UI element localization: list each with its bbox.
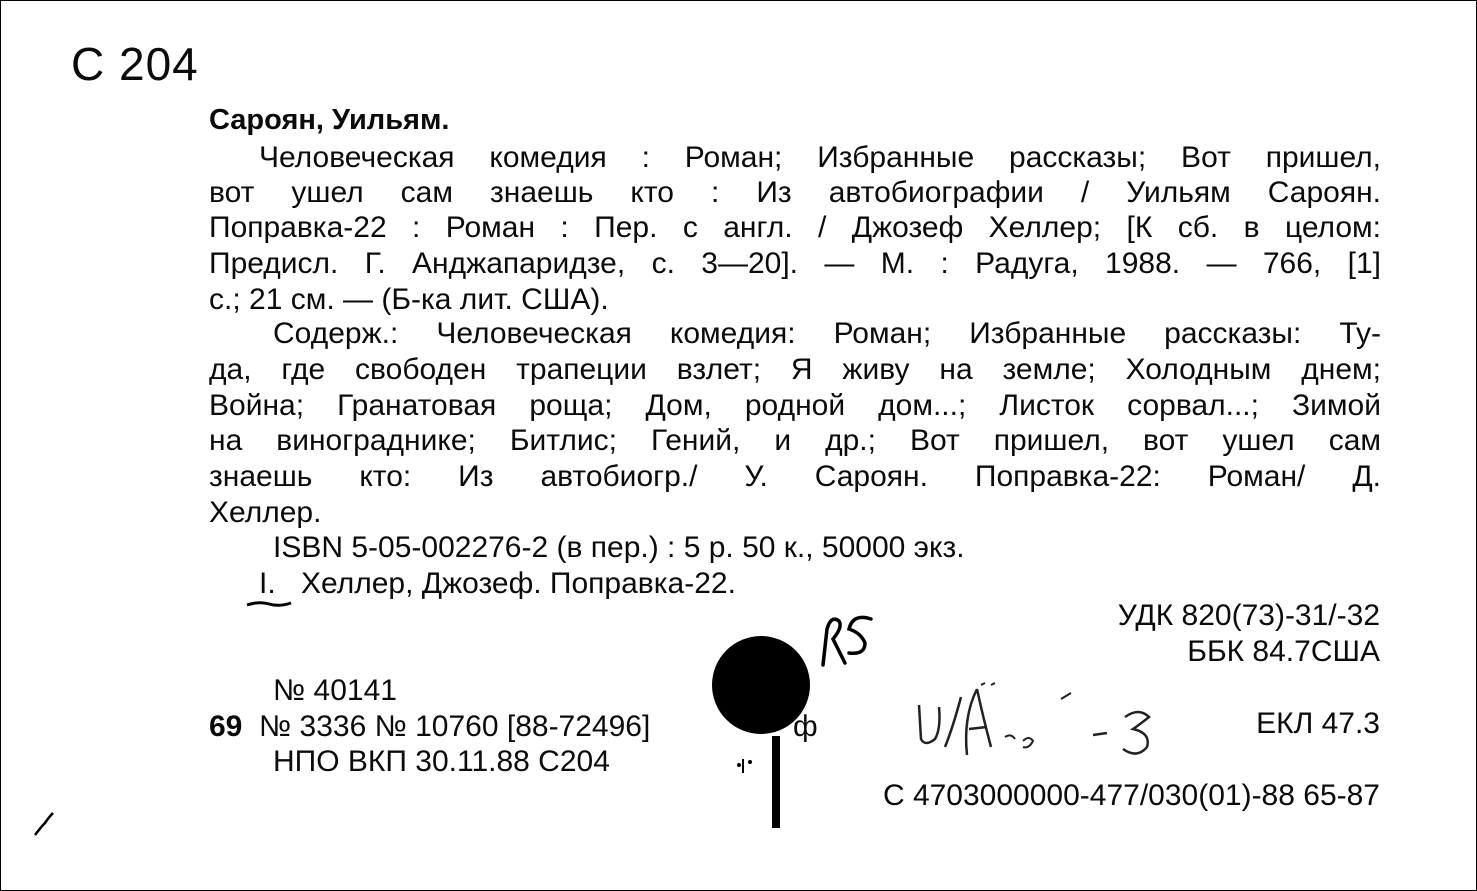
contents-line: Содерж.: Человеческая комедия: Роман; Избранные рассказы: Ту- (273, 317, 1381, 350)
added-entry-numeral: I. (259, 567, 276, 600)
npo-line: НПО ВКП 30.11.88 С204 (273, 745, 610, 778)
order-suffix: ф (793, 710, 818, 743)
handwritten-initials (813, 607, 877, 671)
contents-line: на винограднике; Битлис; Гений, и др.; Вот пришел, вот ушел сам (209, 424, 1381, 457)
ink-stroke (772, 736, 780, 828)
ink-specks (734, 753, 764, 777)
added-entry-text: Хеллер, Джозеф. Поправка-22. (301, 567, 736, 600)
handwritten-note (911, 677, 1191, 773)
bbk-code: ББК 84.7США (1187, 635, 1380, 668)
catalog-code: С 4703000000-477/030(01)-88 65-87 (882, 779, 1380, 812)
isbn-line: ISBN 5-05-002276-2 (в пер.) : 5 р. 50 к., 50000 экз. (273, 531, 965, 564)
udk-code: УДК 820(73)-31/-32 (1117, 599, 1380, 632)
ekl-code: ЕКЛ 47.3 (1256, 707, 1380, 740)
description-line: с.; 21 см. — (Б-ка лит. США). (209, 283, 609, 316)
pencil-mark (31, 809, 61, 839)
card-number: № 40141 (273, 674, 397, 707)
description-line: Человеческая комедия : Роман; Избранные рассказы; Вот пришел, (259, 141, 1381, 174)
contents-line: Хеллер. (209, 496, 322, 529)
ink-blot (712, 636, 810, 734)
description-line: Предисл. Г. Анджапаридзе, с. 3—20]. — М. : Радуга, 1988. — 766, [1] (209, 247, 1381, 280)
description-line: вот ушел сам знаешь кто : Из автобиографии / Уильям Сароян. (209, 176, 1381, 209)
contents-line: да, где свободен трапеции взлет; Я живу на земле; Холодным днем; (209, 353, 1381, 386)
shelfmark: С 204 (71, 38, 199, 90)
underline-mark (245, 597, 295, 611)
contents-line: знаешь кто: Из автобиогр./ У. Сароян. Поправка-22: Роман/ Д. (209, 460, 1381, 493)
author-heading: Сароян, Уильям. (209, 104, 450, 136)
description-line: Поправка-22 : Роман : Пер. с англ. / Джозеф Хеллер; [К сб. в целом: (209, 211, 1381, 244)
order-line: № 3336 № 10760 [88-72496] (259, 710, 651, 743)
contents-line: Война; Гранатовая роща; Дом, родной дом...; Листок сорвал...; Зимой (209, 389, 1381, 422)
order-prefix: 69 (209, 710, 243, 743)
